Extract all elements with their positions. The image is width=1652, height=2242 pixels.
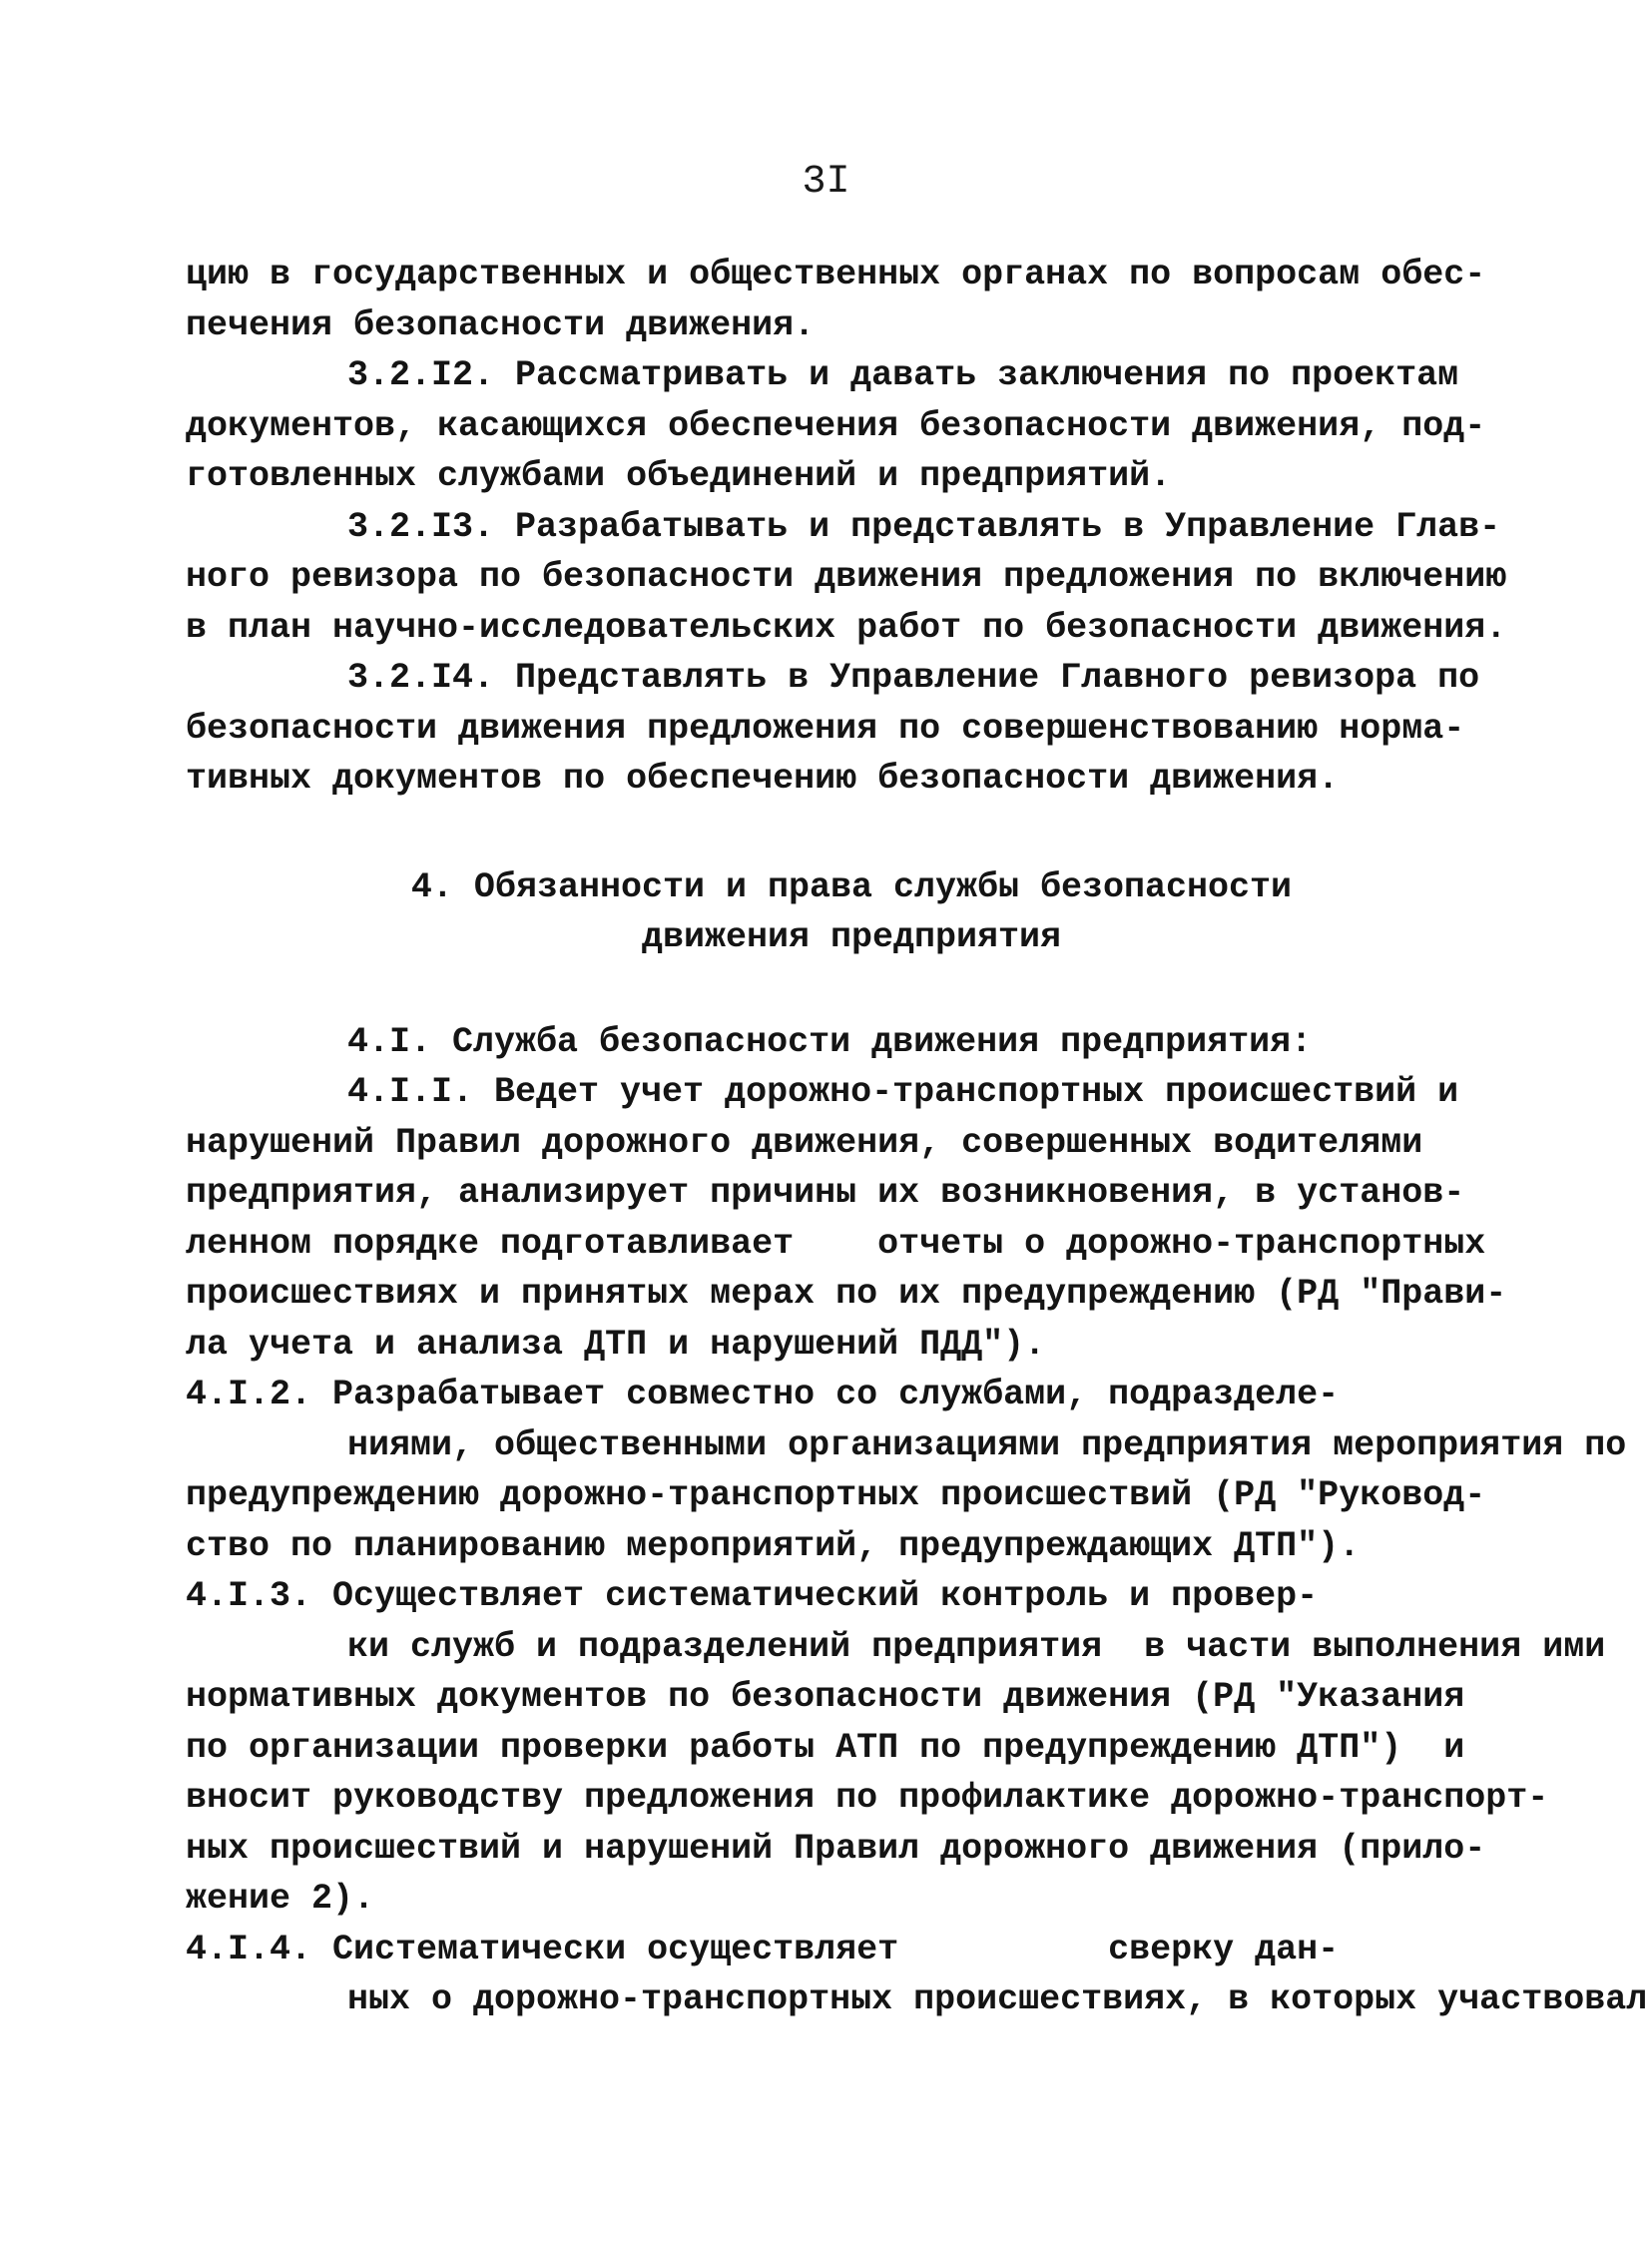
text-line: 4.I.3. Осуществляет систематический контроль и провер-	[186, 1576, 1319, 1616]
section-heading-continuation: движения предприятия	[641, 917, 1062, 957]
clause-4-1-2: ниями, общественными организациями предприятия мероприятия по	[347, 1424, 1627, 1465]
text-line: ленном порядке подготавливает отчеты о дорожно-транспортных	[186, 1223, 1486, 1264]
page-number: 3I	[802, 160, 850, 205]
text-line: цию в государственных и общественных органах по вопросам обес-	[186, 255, 1486, 294]
text-line: нормативных документов по безопасности движения (РД "Указания	[186, 1677, 1465, 1717]
text-line: предупреждению дорожно-транспортных происшествий (РД "Руковод-	[186, 1475, 1486, 1515]
clause-3-2-12: 3.2.I2. Рассматривать и давать заключения по проектам	[347, 355, 1459, 395]
text-line: печения безопасности движения.	[186, 304, 816, 345]
text-line: ство по планированию мероприятий, предупреждающих ДТП").	[186, 1525, 1361, 1566]
text-line: документов, касающихся обеспечения безопасности движения, под-	[186, 405, 1486, 446]
text-line: в план научно-исследовательских работ по безопасности движения.	[186, 607, 1507, 648]
clause-3-2-13: 3.2.I3. Разрабатывать и представлять в Управление Глав-	[347, 506, 1501, 547]
text-line: тивных документов по обеспечению безопасности движения.	[186, 759, 1340, 799]
text-line: 4.I.4. Систематически осуществляет сверку дан-	[186, 1929, 1340, 1969]
text-line: нарушений Правил дорожного движения, совершенных водителями	[186, 1122, 1423, 1163]
clause-4-1-1: 4.I.I. Ведет учет дорожно-транспортных происшествий и	[347, 1072, 1459, 1112]
section-gap	[186, 805, 1503, 862]
text-line: 4.I.2. Разрабатывает совместно со службами, подразделе-	[186, 1375, 1340, 1414]
clause-4-1-4: ных о дорожно-транспортных происшествиях, в которых участвовал	[347, 1979, 1648, 2019]
clause-3-2-14: 3.2.I4. Представлять в Управление Главного ревизора по	[347, 658, 1480, 698]
text-line: ных происшествий и нарушений Правил дорожного движения (прило-	[186, 1828, 1486, 1869]
text-line: ла учета и анализа ДТП и нарушений ПДД").	[186, 1324, 1046, 1365]
heading-gap	[186, 963, 1503, 1017]
text-line: ного ревизора по безопасности движения предложения по включению	[186, 557, 1507, 597]
document-body	[186, 250, 1648, 2075]
text-line: происшествиях и принятых мерах по их предупреждению (РД "Прави-	[186, 1274, 1507, 1314]
clause-4-1-3: ки служб и подразделений предприятия в части выполнения ими	[347, 1626, 1606, 1667]
text-line: безопасности движения предложения по совершенствованию норма-	[186, 708, 1465, 749]
clause-4-1: 4.I. Служба безопасности движения предприятия:	[347, 1021, 1313, 1062]
section-heading: 4. Обязанности и права службы безопасности	[410, 866, 1293, 907]
text-line: жение 2).	[186, 1879, 375, 1919]
text-line: по организации проверки работы АТП по предупреждению ДТП") и	[186, 1727, 1465, 1768]
text-line: предприятия, анализирует причины их возникновения, в установ-	[186, 1173, 1465, 1213]
text-line	[186, 2025, 1503, 2076]
text-line: готовленных службами объединений и предприятий.	[186, 456, 1172, 496]
text-line: вносит руководству предложения по профилактике дорожно-транспорт-	[186, 1778, 1549, 1818]
